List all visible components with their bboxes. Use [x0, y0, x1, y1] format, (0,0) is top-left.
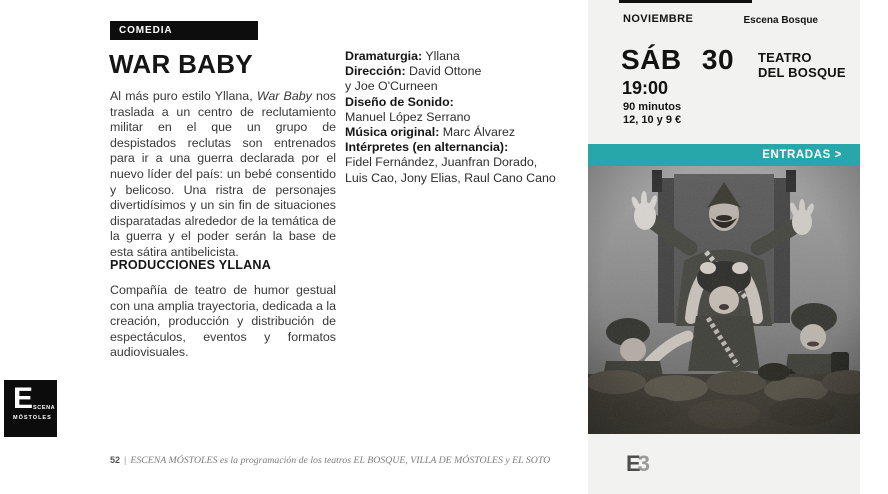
credit-line	[345, 110, 567, 125]
credit-label: Diseño de Sonido:	[345, 94, 454, 109]
event-duration: 90 minutos	[623, 101, 682, 113]
synopsis-paragraph	[110, 89, 336, 261]
credit-value: David Ottone	[405, 64, 482, 79]
eb-logo-b: 3	[637, 451, 650, 476]
top-crop-line	[619, 0, 752, 3]
event-panel	[588, 0, 860, 494]
escena-bosque-logo	[626, 449, 650, 479]
show-photo	[588, 166, 860, 434]
credit-value: y Joe O'Curneen	[345, 79, 438, 94]
event-time: 19:00	[622, 78, 669, 98]
credit-value: Marc Álvarez	[439, 125, 516, 140]
credit-line	[345, 95, 567, 110]
footer-text: ESCENA MÓSTOLES es la programación de los teatros EL BOSQUE, VILLA DE MÓSTOLES y EL SOTO	[130, 455, 551, 466]
credit-label: Dramaturgia:	[345, 49, 423, 63]
credit-line	[345, 140, 567, 155]
venue-tag: Escena Bosque	[743, 15, 818, 26]
credit-label: Música original:	[345, 125, 440, 140]
credit-line	[345, 155, 567, 170]
eb-logo-e: E	[626, 451, 641, 476]
synopsis-pre: Al más puro estilo Yllana,	[110, 89, 257, 103]
page-footer	[110, 455, 550, 466]
credit-value: Fidel Fernández, Juanfran Dorado,	[345, 155, 538, 170]
venue-line-1: TEATRO	[758, 50, 812, 65]
escena-mostoles-logo	[4, 380, 57, 437]
company-description: Compañía de teatro de humor gestual con una amplia trayectoria, dedicada a la creación, producción y distribución de espectáculos, eventos y formatos audiovisuales.	[110, 283, 336, 360]
event-prices: 12, 10 y 9 €	[623, 114, 682, 126]
em-logo-scena: SCENA	[33, 405, 56, 411]
category-badge: COMEDIA	[110, 21, 258, 40]
credit-line	[345, 64, 567, 79]
credit-value: Yllana	[422, 49, 460, 63]
credit-line	[345, 125, 567, 140]
credit-line	[345, 49, 567, 64]
credits-block	[345, 49, 567, 186]
em-logo-e: E	[13, 382, 34, 415]
venue-name	[758, 50, 846, 80]
venue-line-2: DEL BOSQUE	[758, 65, 846, 80]
page-title: WAR BABY	[109, 49, 253, 79]
company-heading: PRODUCCIONES YLLANA	[110, 258, 272, 272]
tickets-button[interactable]: ENTRADAS >	[588, 144, 860, 166]
event-day: SÁB 30	[621, 44, 735, 75]
credit-line	[345, 171, 567, 186]
page-number: 52	[110, 455, 121, 465]
credit-line	[345, 79, 567, 94]
synopsis-show-name: War Baby	[256, 89, 312, 103]
credit-label: Dirección:	[345, 64, 406, 79]
credit-label: Intérpretes (en alternancia):	[345, 140, 509, 155]
synopsis-post: nos traslada a un centro de reclutamiento militar en el que un grupo de despistados reclutas son entrenados para ir a una guerra declarada por el nuevo líder del país: un bebé consentido y belicoso. Una ristra de personajes divertidísimos y un sin fin de situaciones disparatadas alrededor de la temática de la guerra y el poder serán la base de esta sátira antibelicista.	[110, 89, 336, 259]
footer-separator: |	[124, 455, 127, 465]
em-logo-mostoles: MÓSTOLES	[13, 415, 52, 421]
month-label: NOVIEMBRE	[623, 13, 694, 25]
credit-value: Manuel López Serrano	[345, 109, 471, 124]
credit-value: Luis Cao, Jony Elias, Raul Cano Cano	[345, 170, 556, 185]
